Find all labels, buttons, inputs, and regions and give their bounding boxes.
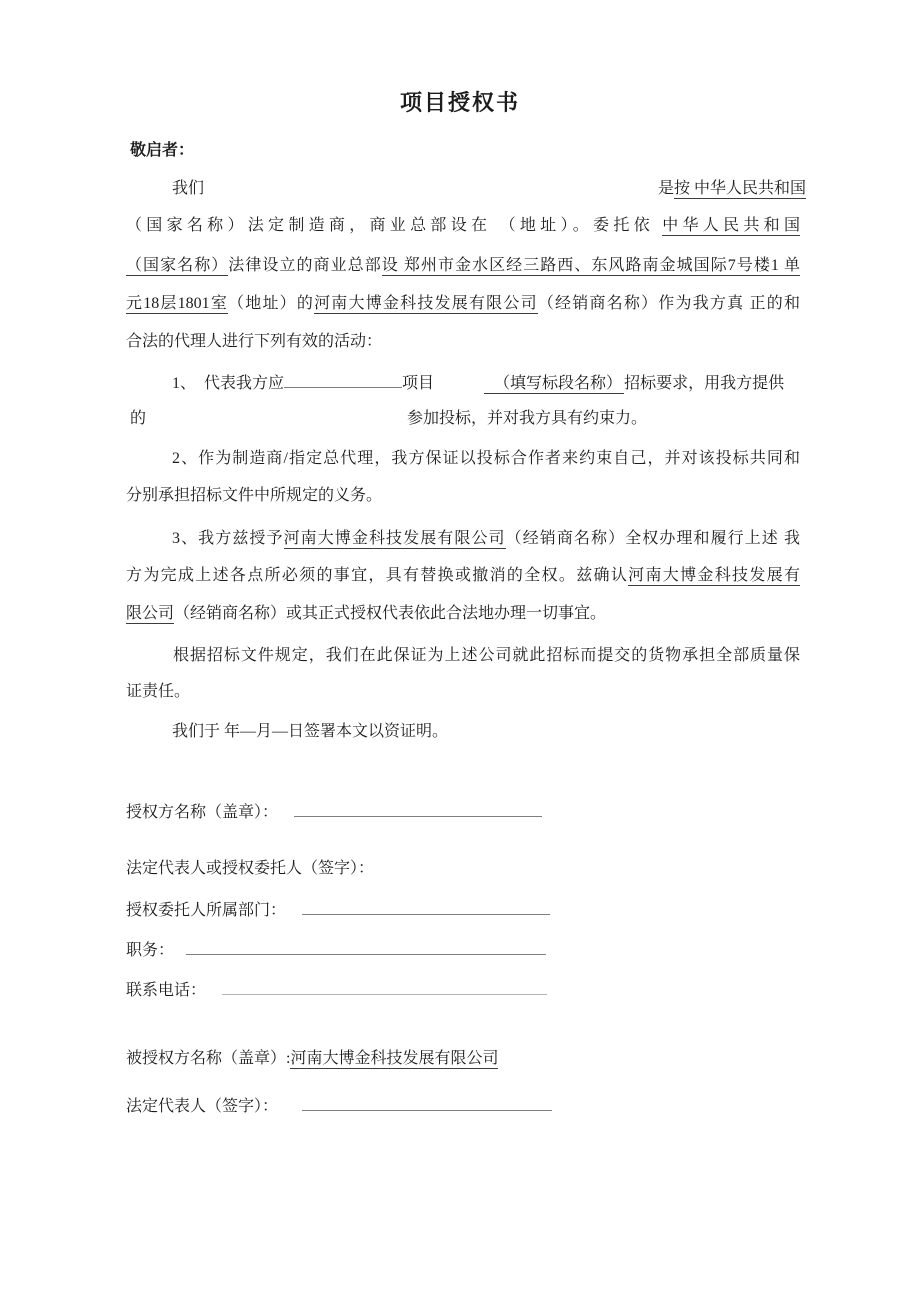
position-blank[interactable]: [186, 938, 546, 955]
item3-line1: [126, 528, 800, 549]
l6-mid-text: （地址）的: [228, 295, 315, 312]
item3-line3-company-underlined: 限公司: [126, 605, 175, 622]
legal-rep-row: [126, 858, 374, 879]
department-blank[interactable]: [302, 898, 550, 915]
item1-number: 1、: [172, 375, 197, 392]
position-label: 职务：: [126, 942, 175, 959]
guarantee-line1-text: 根据招标文件规定，我们在此保证为上述公司就此招标而提交的货物承担全部质量保: [172, 647, 800, 664]
guarantee-line1: [126, 645, 800, 666]
l5-country-name-underlined: （国家名称）: [126, 257, 229, 274]
paragraph-line-6: [126, 293, 800, 314]
authorizer-name-label: 授权方名称（盖章）：: [126, 804, 279, 821]
position-row: [126, 938, 546, 961]
intro-pre-text: 是: [657, 180, 674, 197]
item2-line1: [126, 448, 800, 469]
item3-line3-text: （经销商名称）或其正式授权代表依此合法地办理一切事宜。: [174, 605, 607, 622]
page-title: [0, 92, 920, 113]
paragraph-line-4: [126, 215, 800, 236]
item1-project-text: 项目: [402, 375, 435, 392]
department-label: 授权委托人所属部门：: [126, 902, 287, 919]
l5-mid-text: 法律设立的商业总部: [228, 257, 382, 274]
l6-post-text: （经销商名称）作为我方真 正的和: [537, 295, 800, 312]
item1-cont-left-text: 的: [130, 410, 147, 427]
item3-line2-text: 方为完成上述各点所必须的事宜，具有替换或撤消的全权。兹确认: [126, 567, 629, 584]
intro-country-underlined: 按 中华人民共和国: [673, 180, 806, 197]
l5-address-underlined: 设 郑州市金水区经三路西、东风路南金城国际7号楼1 单: [381, 257, 800, 274]
phone-label: 联系电话：: [126, 982, 207, 999]
intro-we-line: [172, 178, 204, 199]
item3-line2: [126, 565, 800, 586]
intro-country-line: [658, 178, 806, 199]
authorized-name-label: 被授权方名称（盖章）:: [126, 1050, 291, 1067]
authorized-name-row: [126, 1048, 498, 1069]
l4-country-underlined: 中华人民共和国: [662, 217, 800, 234]
phone-blank[interactable]: [222, 978, 547, 995]
guarantee-line2: [126, 681, 190, 702]
item3-line3: [126, 603, 606, 624]
item1-section-name-underlined: （填写标段名称）: [484, 375, 624, 394]
item3-company-underlined: 河南大博金科技发展有限公司: [283, 530, 506, 547]
intro-we-text: 我们: [172, 180, 205, 197]
phone-row: [126, 978, 547, 1001]
salutation-text: 敬启者：: [130, 142, 195, 159]
salutation-line: [130, 140, 194, 161]
item1-post-text: 招标要求，用我方提供: [624, 375, 785, 392]
item3-mid-text: （经销商名称）全权办理和履行上述 我: [505, 530, 800, 547]
l6-company-underlined: 河南大博金科技发展有限公司: [314, 295, 538, 312]
document-title-text: 项目授权书: [399, 90, 520, 115]
authorizer-name-row: [126, 800, 542, 823]
authorizer-name-blank[interactable]: [294, 800, 542, 817]
paragraph-line-5: [126, 255, 800, 276]
paragraph-line-7: [126, 331, 382, 352]
item3-line2-company-underlined: 河南大博金科技发展有: [628, 567, 800, 584]
item2-line2-text: 分别承担招标文件中所规定的义务。: [126, 487, 383, 504]
l6-address-underlined: 元18层1801室: [126, 295, 229, 312]
item1-project-blank[interactable]: [284, 371, 402, 388]
l7-text: 合法的代理人进行下列有效的活动：: [126, 333, 383, 350]
item1-pre-text: 代表我方应: [204, 375, 285, 392]
authorized-rep-blank[interactable]: [302, 1094, 552, 1111]
item1-cont-right-line: [407, 408, 647, 429]
item2-line2: [126, 485, 382, 506]
authorized-rep-row: [126, 1094, 552, 1117]
authorized-name-company-underlined: 河南大博金科技发展有限公司: [290, 1050, 499, 1067]
item2-line1-text: 2、作为制造商/指定总代理，我方保证以投标合作者来约束自己，并对该投标共同和: [172, 450, 800, 467]
guarantee-line2-text: 证责任。: [126, 683, 191, 700]
authorized-rep-label: 法定代表人（签字）：: [126, 1098, 279, 1115]
sign-date-line: [172, 721, 448, 742]
sign-date-text2: 我们于 年—月—日签署本文以资证明。: [172, 723, 449, 740]
item1-cont-right-text: 参加投标，并对我方具有约束力。: [407, 410, 648, 427]
item3-pre-text: 3、我方兹授予: [172, 530, 284, 547]
item1-cont-left-line: [130, 408, 146, 429]
item1-line: [126, 371, 784, 394]
legal-rep-label: 法定代表人或授权委托人（签字）：: [126, 860, 375, 877]
l4-pre-text: （国家名称）法定制造商，商业总部设在 （地址）。委托依: [126, 217, 663, 234]
department-row: [126, 898, 550, 921]
